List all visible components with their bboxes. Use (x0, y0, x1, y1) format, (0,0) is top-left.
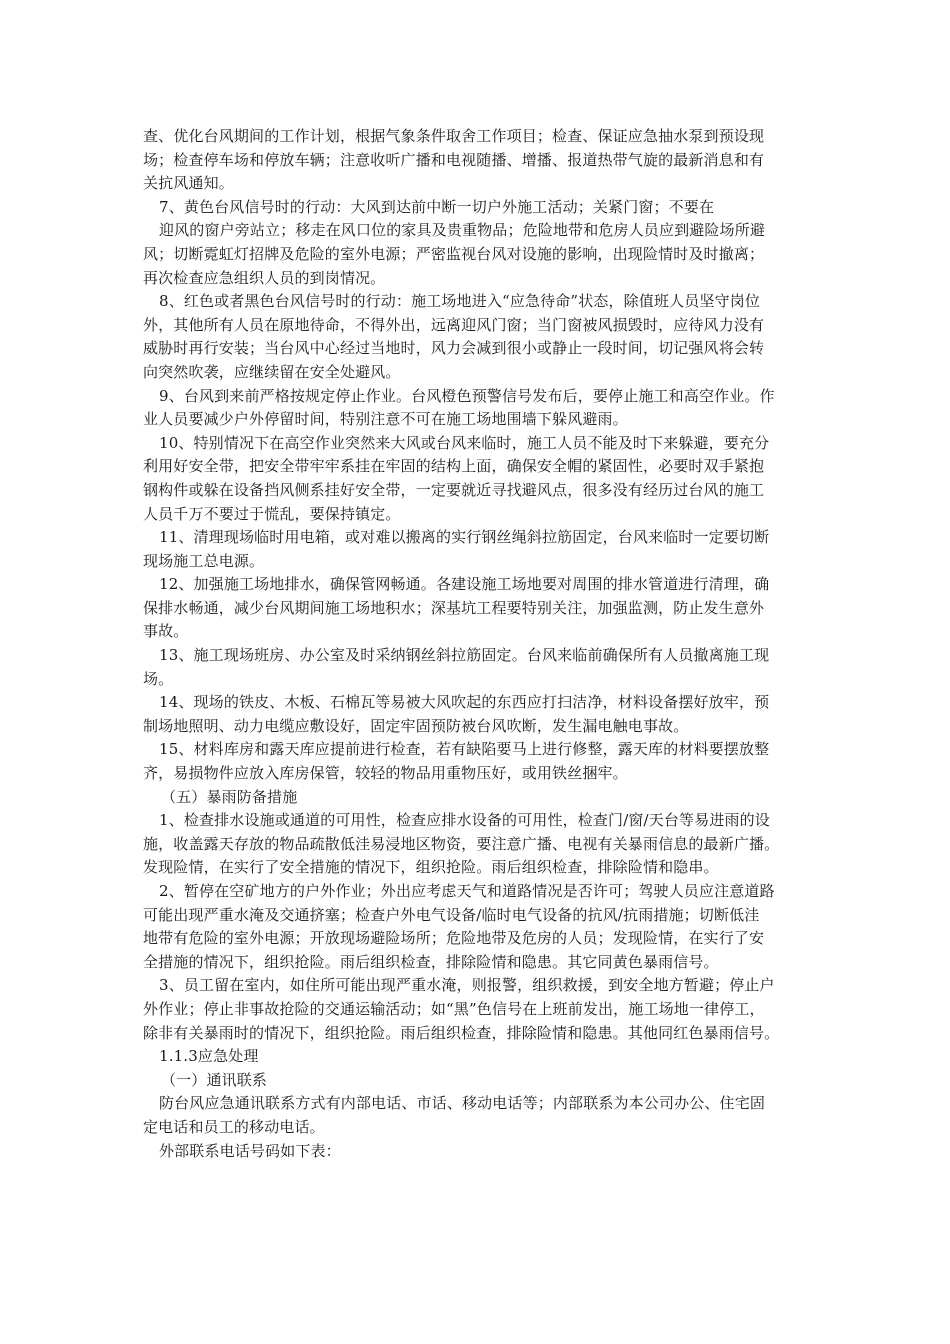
text-line: 3、员工留在室内，如住所可能出现严重水淹，则报警，组织救援，到安全地方暂避；停止户 (159, 976, 775, 995)
text-line: 保排水畅通，减少台风期间施工场地积水；深基坑工程要特别关注，加强监测，防止发生意外 (143, 598, 765, 617)
text-line: 1、检查排水设施或通道的可用性，检查应排水设备的可用性，检查门/窗/天台等易进雨的设 (159, 811, 770, 830)
text-line: 迎风的窗户旁站立；移走在风口位的家具及贵重物品；危险地带和危房人员应到避险场所避 (159, 221, 766, 240)
text-line: 业人员要减少户外停留时间，特别注意不可在施工场地围墙下躲风避雨。 (143, 410, 628, 429)
text-line: 查、优化台风期间的工作计划，根据气象条件取舍工作项目；检查、保证应急抽水泵到预设现 (143, 127, 765, 145)
text-line: 风；切断霓虹灯招牌及危险的室外电源；严密监视台风对设施的影响，出现险情时及时撤离； (143, 244, 765, 263)
text-line: 12、加强施工场地排水，确保管网畅通。各建设施工场地要对周围的排水管道进行清理，确 (159, 575, 770, 594)
text-line: 地带有危险的室外电源；开放现场避险场所；危险地带及危房的人员；发现险情，在实行了安 (143, 929, 765, 948)
text-line: 外，其他所有人员在原地待命，不得外出，远离迎风门窗；当门窗被风损毁时，应待风力没有 (143, 315, 765, 334)
text-line: 事故。 (143, 622, 189, 641)
text-line: 14、现场的铁皮、木板、石棉瓦等易被大风吹起的东西应打扫洁净，材料设备摆好放牢，预 (159, 693, 770, 712)
text-line: 可能出现严重水淹及交通挤塞；检查户外电气设备/临时电气设备的抗风/抗雨措施；切断低洼 (143, 905, 760, 924)
text-line: 利用好安全带，把安全带牢牢系挂在牢固的结构上面，确保安全帽的紧固性，必要时双手紧抱 (143, 457, 765, 476)
text-line: 向突然吹袭，应继续留在安全处避风。 (143, 362, 401, 381)
text-line: 场。 (143, 669, 174, 688)
text-line: 外作业；停止非事故抢险的交通运输活动；如“黑”色信号在上班前发出，施工场地一律停工， (143, 999, 765, 1018)
text-line: 7、黄色台风信号时的行动：大风到达前中断一切户外施工活动；关紧门窗；不要在 (159, 197, 715, 216)
text-line: 人员千万不要过于慌乱，要保持镇定。 (143, 504, 401, 523)
text-line: 10、特别情况下在高空作业突然来大风或台风来临时，施工人员不能及时下来躲避，要充分 (159, 433, 770, 452)
text-line: 防台风应急通讯联系方式有内部电话、市话、移动电话等；内部联系为本公司办公、住宅固 (159, 1094, 766, 1113)
text-line: 13、施工现场班房、办公室及时采纳钢丝斜拉筋固定。台风来临前确保所有人员撤离施工现 (159, 646, 770, 665)
text-line: 定电话和员工的移动电话。 (143, 1117, 325, 1136)
text-line: 15、材料库房和露天库应提前进行检查，若有缺陷要马上进行修整，露天库的材料要摆放整 (159, 740, 770, 759)
text-line: 场；检查停车场和停放车辆；注意收听广播和电视随播、增播、报道热带气旋的最新消息和有 (143, 150, 765, 169)
text-line: 关抗风通知。 (143, 174, 234, 193)
text-line: （一）通讯联系 (161, 1070, 268, 1089)
text-line: 外部联系电话号码如下表： (159, 1141, 341, 1160)
text-line: 11、清理现场临时用电箱，或对难以搬离的实行钢丝绳斜拉筋固定，台风来临时一定要切断 (159, 528, 770, 547)
text-line: 除非有关暴雨时的情况下，组织抢险。雨后组织检查，排除险情和隐患。其他同红色暴雨信号。 (143, 1023, 780, 1042)
text-line: 再次检查应急组织人员的到岗情况。 (143, 268, 386, 287)
text-line: 9、台风到来前严格按规定停止作业。台风橙色预警信号发布后，要停止施工和高空作业。作 (159, 386, 775, 405)
document-page (143, 125, 808, 1163)
text-line: 威胁时再行安装；当台风中心经过当地时，风力会减到很小或静止一段时间，切记强风将会转 (143, 339, 765, 358)
text-line: 8、红色或者黑色台风信号时的行动：施工场地进入“应急待命”状态，除值班人员坚守岗位 (159, 292, 761, 311)
text-line: 2、暂停在空矿地方的户外作业；外出应考虑天气和道路情况是否许可；驾驶人员应注意道路 (159, 882, 775, 900)
text-line: （五）暴雨防备措施 (161, 787, 298, 806)
text-line: 齐，易损物件应放入库房保管，较轻的物品用重物压好，或用铁丝捆牢。 (143, 764, 628, 783)
text-line: 现场施工总电源。 (143, 551, 265, 570)
text-line: 发现险情，在实行了安全措施的情况下，组织抢险。雨后组织检查，排除险情和隐串。 (143, 858, 719, 877)
text-line: 钢构件或躲在设备挡风侧系挂好安全带，一定要就近寻找避风点，很多没有经历过台风的施工 (143, 480, 765, 499)
text-line: 施，收盖露天存放的物品疏散低洼易浸地区物资，要注意广播、电视有关暴雨信息的最新广播。 (143, 834, 780, 853)
text-line: 制场地照明、动力电缆应敷设好，固定牢固预防被台风吹断，发生漏电触电事故。 (143, 716, 689, 735)
text-line: 1.1.3应急处理 (159, 1047, 259, 1066)
text-line: 全措施的情况下，组织抢险。雨后组织检查，排除险情和隐患。其它同黄色暴雨信号。 (143, 952, 719, 971)
